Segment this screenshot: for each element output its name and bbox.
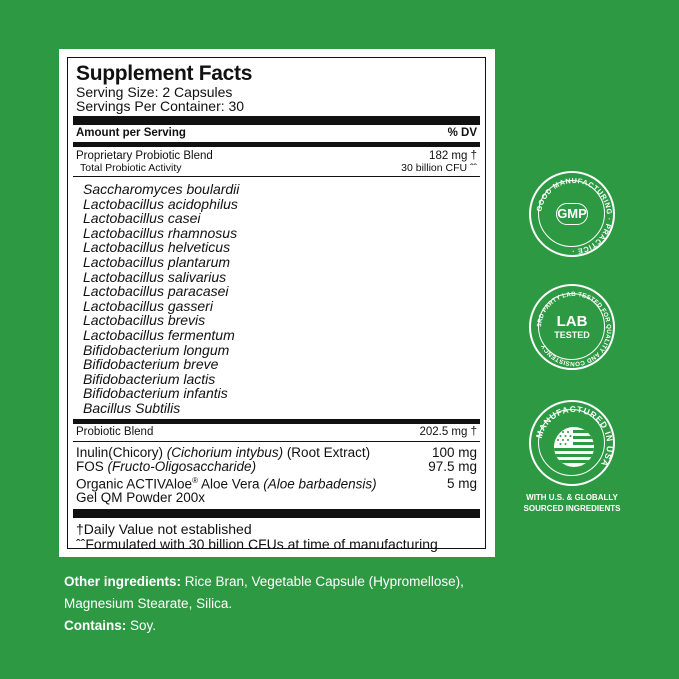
ingredients-footer xyxy=(64,571,524,637)
blend1-amount: 182 mg † xyxy=(429,150,477,162)
species-item: Bacillus Subtilis xyxy=(83,399,181,416)
other-ingredients: Other ingredients: Rice Bran, Vegetable Capsule (Hypromellose), xyxy=(64,574,464,589)
species-item: Lactobacillus helveticus xyxy=(83,239,231,256)
species-item: Lactobacillus salivarius xyxy=(83,268,227,285)
dv-header: % DV xyxy=(447,127,477,139)
ingredient-row xyxy=(76,460,477,474)
ingredient-amount: 5 mg xyxy=(446,476,477,491)
ingredient-name: Organic ACTIVAloe® Aloe Vera (Aloe barbadensis) xyxy=(76,475,377,491)
blend2-name: Probiotic Blend xyxy=(76,425,154,438)
species-item: Lactobacillus rhamnosus xyxy=(83,224,238,241)
species-item: Bifidobacterium lactis xyxy=(83,370,216,387)
other-ingredients-continued: Magnesium Stearate, Silica. xyxy=(64,596,233,611)
species-item: Lactobacillus acidophilus xyxy=(83,195,238,212)
us-flag-icon xyxy=(531,402,617,488)
species-list xyxy=(76,182,477,416)
usa-caption-line2: SOURCED INGREDIENTS xyxy=(523,504,621,513)
ingredient-row xyxy=(76,446,477,460)
activity-label: Total Probiotic Activity xyxy=(80,162,182,174)
ingredient-name: FOS (Fructo-Oligosaccharide) xyxy=(76,458,257,474)
tested-center-label: TESTED xyxy=(554,330,590,340)
servings-per-container: Servings Per Container: 30 xyxy=(76,98,245,114)
species-item: Lactobacillus casei xyxy=(83,210,201,227)
svg-text:MANUFACTURED IN USA: MANUFACTURED IN USA xyxy=(533,403,616,469)
blend2-amount: 202.5 mg † xyxy=(419,425,477,438)
divider-thin xyxy=(73,176,480,177)
ingredient-row xyxy=(76,474,477,492)
species-item: Bifidobacterium infantis xyxy=(83,385,228,402)
gmp-center-label: GMP xyxy=(557,206,587,221)
species-item: Lactobacillus brevis xyxy=(83,312,206,329)
species-item: Bifidobacterium breve xyxy=(83,356,219,373)
facts-title: Supplement Facts xyxy=(76,62,253,85)
activity-amount: 30 billion CFU ˆˆ xyxy=(401,162,477,174)
lab-center-label: LAB xyxy=(556,313,588,330)
amount-header-row xyxy=(76,127,477,140)
gmp-badge xyxy=(529,171,615,257)
activity-row xyxy=(76,163,477,174)
footnote-cfu: ˆˆFormulated with 30 billion CFUs at time of manufacturing xyxy=(76,536,438,552)
svg-text:3RD PARTY LAB TESTED FOR QUALI: 3RD PARTY LAB TESTED FOR QUALITY AND CONSISTENCY xyxy=(536,290,613,368)
usa-caption xyxy=(512,492,632,514)
serving-size: Serving Size: 2 Capsules xyxy=(76,84,233,100)
divider-thick xyxy=(73,116,480,125)
species-item: Saccharomyces boulardii xyxy=(83,181,240,197)
amount-header: Amount per Serving xyxy=(76,127,186,139)
svg-text:GOOD MANUFACTURING · PRACTICE: GOOD MANUFACTURING · PRACTICE · xyxy=(534,175,615,257)
species-item: Lactobacillus gasseri xyxy=(83,297,213,314)
usa-badge xyxy=(529,400,615,486)
divider-medium xyxy=(73,419,480,424)
species-item: Lactobacillus paracasei xyxy=(83,283,229,300)
ingredient-name: Inulin(Chicory) (Cichorium intybus) (Root Extract) xyxy=(76,444,371,460)
species-item: Lactobacillus fermentum xyxy=(83,326,235,343)
species-item: Bifidobacterium longum xyxy=(83,341,230,358)
supplement-facts-panel xyxy=(59,49,495,557)
footnote-dv: †Daily Value not established xyxy=(76,521,252,537)
contains: Contains: Soy. xyxy=(64,618,157,633)
ingredient-amount: 100 mg xyxy=(431,444,477,460)
species-item: Lactobacillus plantarum xyxy=(83,253,231,270)
ingredient-amount: 97.5 mg xyxy=(428,458,477,474)
ingredient-list xyxy=(76,446,477,506)
usa-caption-line1: WITH U.S. & GLOBALLY xyxy=(526,493,618,502)
lab-tested-badge xyxy=(529,284,615,370)
footnotes xyxy=(76,522,477,552)
blend2-row xyxy=(76,426,477,439)
blend1-name: Proprietary Probiotic Blend xyxy=(76,150,213,162)
supplement-facts-box xyxy=(67,57,486,552)
divider-thick xyxy=(73,509,480,518)
ingredient-name-continued: Gel QM Powder 200x xyxy=(76,490,206,505)
divider-medium xyxy=(73,142,480,147)
divider-thin xyxy=(73,441,480,442)
